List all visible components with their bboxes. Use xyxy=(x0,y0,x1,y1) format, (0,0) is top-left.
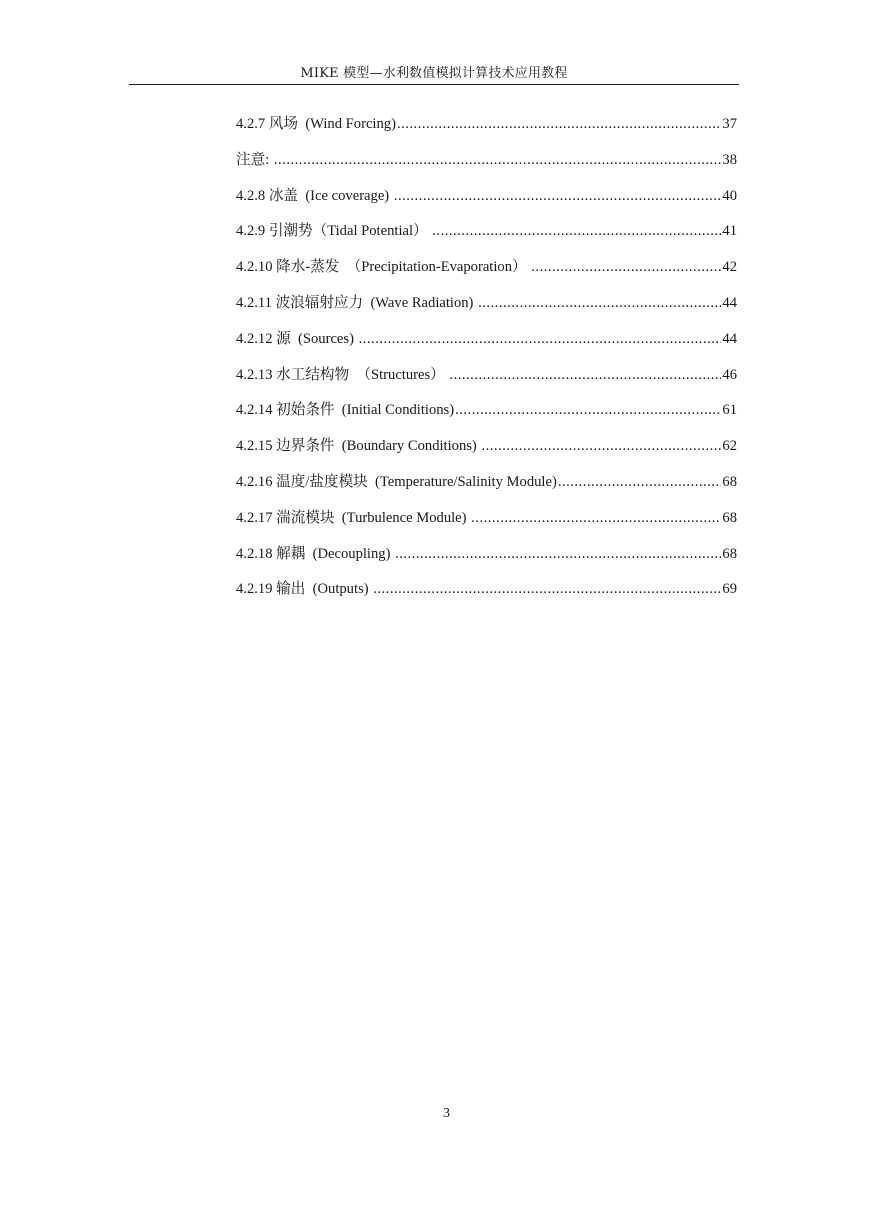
toc-entry-title: 注意: xyxy=(236,151,273,168)
toc-entry-page: 41 xyxy=(722,223,737,240)
toc-entry-page: 44 xyxy=(722,330,737,347)
toc-entry[interactable] xyxy=(236,542,737,578)
toc-entry-title: 4.2.14 初始条件 (Initial Conditions) xyxy=(236,402,455,419)
toc-leader-dots xyxy=(397,112,721,136)
toc-leader-dots xyxy=(558,470,722,494)
toc-entry-title: 4.2.18 解耦 (Decoupling) xyxy=(236,545,395,562)
toc-entry[interactable] xyxy=(236,506,737,542)
toc-entry-page: 40 xyxy=(722,187,737,204)
toc-entry-page: 38 xyxy=(722,151,737,168)
toc-leader-dots xyxy=(359,327,722,351)
toc-entry[interactable] xyxy=(236,434,737,470)
table-of-contents xyxy=(236,112,737,613)
toc-leader-dots xyxy=(531,255,721,279)
toc-entry[interactable] xyxy=(236,398,737,434)
toc-entry[interactable] xyxy=(236,255,737,291)
toc-entry-page: 44 xyxy=(722,294,737,311)
toc-entry-page: 61 xyxy=(722,402,737,419)
page-number: 3 xyxy=(443,1106,450,1121)
toc-leader-dots xyxy=(478,291,721,315)
toc-leader-dots xyxy=(481,434,721,458)
running-header: MIKE 模型—水利数值模拟计算技术应用教程 xyxy=(300,66,568,81)
toc-entry-title: 4.2.19 输出 (Outputs) xyxy=(236,581,373,598)
toc-entry[interactable] xyxy=(236,327,737,363)
toc-entry[interactable] xyxy=(236,184,737,220)
toc-entry-page: 37 xyxy=(722,116,737,132)
toc-leader-dots xyxy=(432,219,721,243)
toc-entry-page: 68 xyxy=(722,545,737,562)
toc-entry[interactable] xyxy=(236,112,737,148)
toc-entry-title: 4.2.8 冰盖 (Ice coverage) xyxy=(236,187,393,204)
toc-entry-title: 4.2.13 水工结构物 （Structures） xyxy=(236,366,449,383)
toc-entry-title: 4.2.16 温度/盐度模块 (Temperature/Salinity Module) xyxy=(236,473,557,490)
toc-entry-title: 4.2.10 降水-蒸发 （Precipitation-Evaporation） xyxy=(236,259,531,276)
toc-entry[interactable] xyxy=(236,363,737,399)
toc-entry-page: 46 xyxy=(722,366,737,383)
toc-entry-title: 4.2.17 湍流模块 (Turbulence Module) xyxy=(236,509,471,526)
toc-entry[interactable] xyxy=(236,148,737,184)
toc-leader-dots xyxy=(449,363,721,387)
toc-entry-page: 62 xyxy=(722,438,737,455)
toc-entry-page: 68 xyxy=(722,473,737,490)
toc-entry[interactable] xyxy=(236,470,737,506)
toc-entry-title: 4.2.15 边界条件 (Boundary Conditions) xyxy=(236,438,481,455)
toc-entry-title: 4.2.9 引潮势（Tidal Potential） xyxy=(236,223,432,240)
toc-entry[interactable] xyxy=(236,577,737,613)
toc-entry[interactable] xyxy=(236,219,737,255)
toc-entry[interactable] xyxy=(236,291,737,327)
toc-leader-dots xyxy=(373,577,721,601)
toc-entry-page: 68 xyxy=(722,509,737,526)
toc-entry-title: 4.2.12 源 (Sources) xyxy=(236,330,358,347)
toc-leader-dots xyxy=(471,506,721,530)
header-rule xyxy=(129,84,739,85)
toc-leader-dots xyxy=(394,184,722,208)
toc-entry-title: 4.2.7 风场 (Wind Forcing) xyxy=(236,116,396,132)
toc-entry-title: 4.2.11 波浪辐射应力 (Wave Radiation) xyxy=(236,294,478,311)
toc-entry-page: 69 xyxy=(722,581,737,598)
toc-entry-page: 42 xyxy=(722,259,737,276)
toc-leader-dots xyxy=(395,542,721,566)
toc-leader-dots xyxy=(455,398,721,422)
toc-leader-dots xyxy=(274,148,722,172)
